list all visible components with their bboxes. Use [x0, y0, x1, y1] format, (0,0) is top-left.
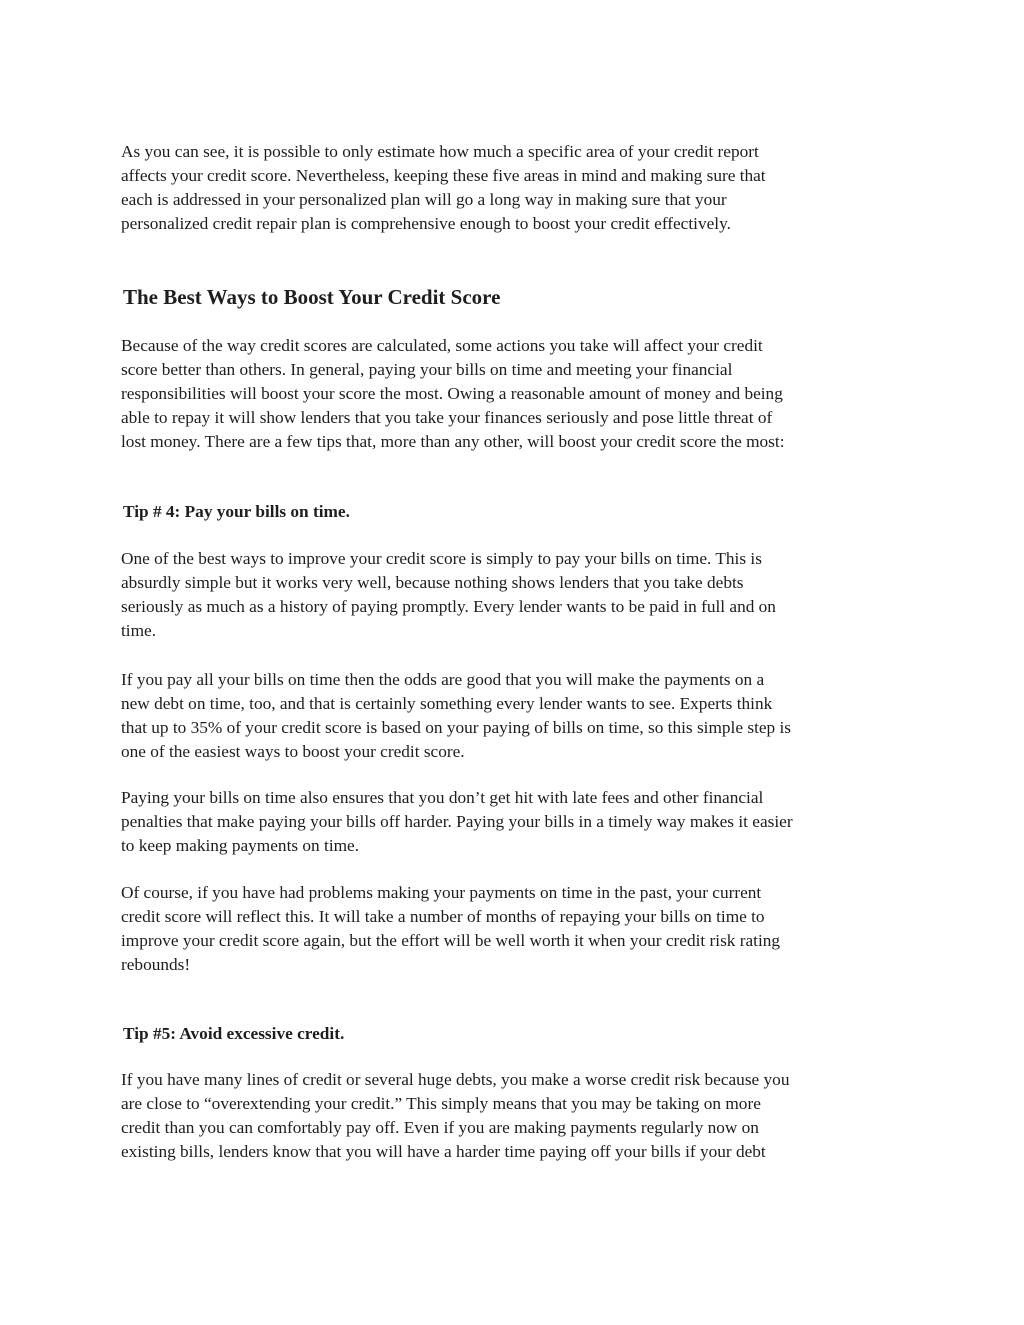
ways-paragraph: Because of the way credit scores are calculated, some actions you take will affect your credit score better than others. In general, paying your bills on time and meeting your financial responsibilities will boost your score the most. Owing a reasonable amount of money and being able to repay it will show lenders that you take your finances seriously and pose little threat of lost money. There are a few tips that, more than any other, will boost your credit score the most: [121, 336, 785, 451]
tip4-paragraph-2: If you pay all your bills on time then the odds are good that you will make the payments on a new debt on time, too, and that is certainly something every lender wants to see. Experts think that up to 35% of your credit score is based on your paying of bills on time, so this simple step is one of the easiest ways to boost your credit score. [121, 670, 792, 761]
tip4-heading: Tip # 4: Pay your bills on time. [123, 502, 350, 521]
section-heading: The Best Ways to Boost Your Credit Score [123, 285, 501, 309]
tip4-paragraph-3: Paying your bills on time also ensures that you don’t get hit with late fees and other financial penalties that make paying your bills off harder. Paying your bills in a timely way makes it easier to keep making payments on time. [121, 788, 793, 855]
tip5-heading: Tip #5: Avoid excessive credit. [123, 1024, 345, 1043]
tip4-paragraph-1: One of the best ways to improve your credit score is simply to pay your bills on time. This is absurdly simple but it works very well, because nothing shows lenders that you take debts seriously as much as a history of paying promptly. Every lender wants to be paid in full and on time. [121, 549, 776, 640]
intro-paragraph: As you can see, it is possible to only estimate how much a specific area of your credit report affects your credit score. Nevertheless, keeping these five areas in mind and making sure that each is addressed in your personalized plan will go a long way in making sure that your personalized credit repair plan is comprehensive enough to boost your credit effectively. [121, 142, 766, 233]
tip4-paragraph-4: Of course, if you have had problems making your payments on time in the past, your current credit score will reflect this. It will take a number of months of repaying your bills on time to improve your credit score again, but the effort will be well worth it when your credit risk rating rebounds! [121, 883, 781, 974]
tip5-paragraph-1: If you have many lines of credit or several huge debts, you make a worse credit risk because you are close to “overextending your credit.” This simply means that you may be taking on more credit than you can comfortably pay off. Even if you are making payments regularly now on existing bills, lenders know that you will have a harder time paying off your bills if your debt [121, 1070, 790, 1161]
